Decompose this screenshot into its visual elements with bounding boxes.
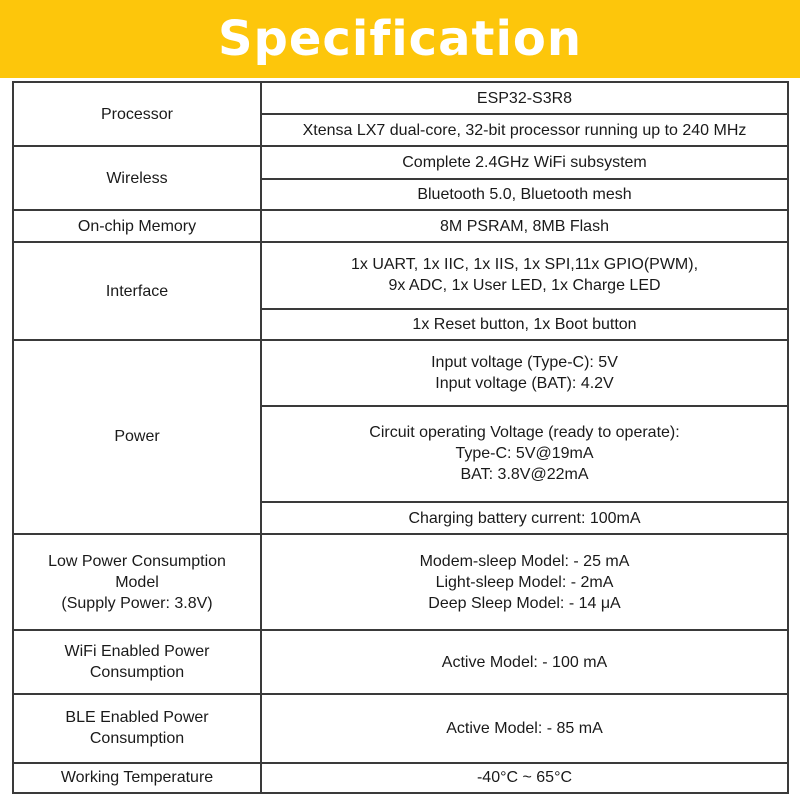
title-banner xyxy=(0,0,800,78)
spec-value: Complete 2.4GHz WiFi subsystem xyxy=(261,146,788,179)
spec-value: Active Model: - 100 mA xyxy=(261,630,788,693)
spec-value: Input voltage (Type-C): 5V Input voltage (BAT): 4.2V xyxy=(261,340,788,406)
spec-value: Modem-sleep Model: - 25 mA Light-sleep Model: - 2mA Deep Sleep Model: - 14 μA xyxy=(261,534,788,630)
spec-table xyxy=(12,81,789,794)
spec-label-wireless: Wireless xyxy=(13,146,261,210)
table-row xyxy=(13,534,788,630)
spec-value: 1x UART, 1x IIC, 1x IIS, 1x SPI,11x GPIO(PWM), 9x ADC, 1x User LED, 1x Charge LED xyxy=(261,242,788,308)
spec-label-power: Power xyxy=(13,340,261,535)
spec-label-low-power: Low Power Consumption Model (Supply Power: 3.8V) xyxy=(13,534,261,630)
table-row xyxy=(13,210,788,242)
spec-label-ble-power: BLE Enabled Power Consumption xyxy=(13,694,261,763)
table-row xyxy=(13,146,788,179)
spec-value: -40°C ~ 65°C xyxy=(261,763,788,793)
spec-label-interface: Interface xyxy=(13,242,261,339)
spec-value: 1x Reset button, 1x Boot button xyxy=(261,309,788,340)
spec-label-memory: On-chip Memory xyxy=(13,210,261,242)
spec-label-wifi-power: WiFi Enabled Power Consumption xyxy=(13,630,261,693)
spec-value: Bluetooth 5.0, Bluetooth mesh xyxy=(261,179,788,210)
spec-value: Xtensa LX7 dual-core, 32-bit processor running up to 240 MHz xyxy=(261,114,788,146)
table-row xyxy=(13,340,788,406)
spec-value: 8M PSRAM, 8MB Flash xyxy=(261,210,788,242)
spec-value: Circuit operating Voltage (ready to operate): Type-C: 5V@19mA BAT: 3.8V@22mA xyxy=(261,406,788,502)
table-row xyxy=(13,630,788,693)
spec-label-temperature: Working Temperature xyxy=(13,763,261,793)
table-row xyxy=(13,694,788,763)
spec-value: ESP32-S3R8 xyxy=(261,82,788,114)
table-row xyxy=(13,82,788,114)
spec-value: Charging battery current: 100mA xyxy=(261,502,788,534)
table-row xyxy=(13,763,788,793)
spec-label-processor: Processor xyxy=(13,82,261,146)
table-row xyxy=(13,242,788,308)
page-title: Specification xyxy=(217,11,583,67)
spec-value: Active Model: - 85 mA xyxy=(261,694,788,763)
